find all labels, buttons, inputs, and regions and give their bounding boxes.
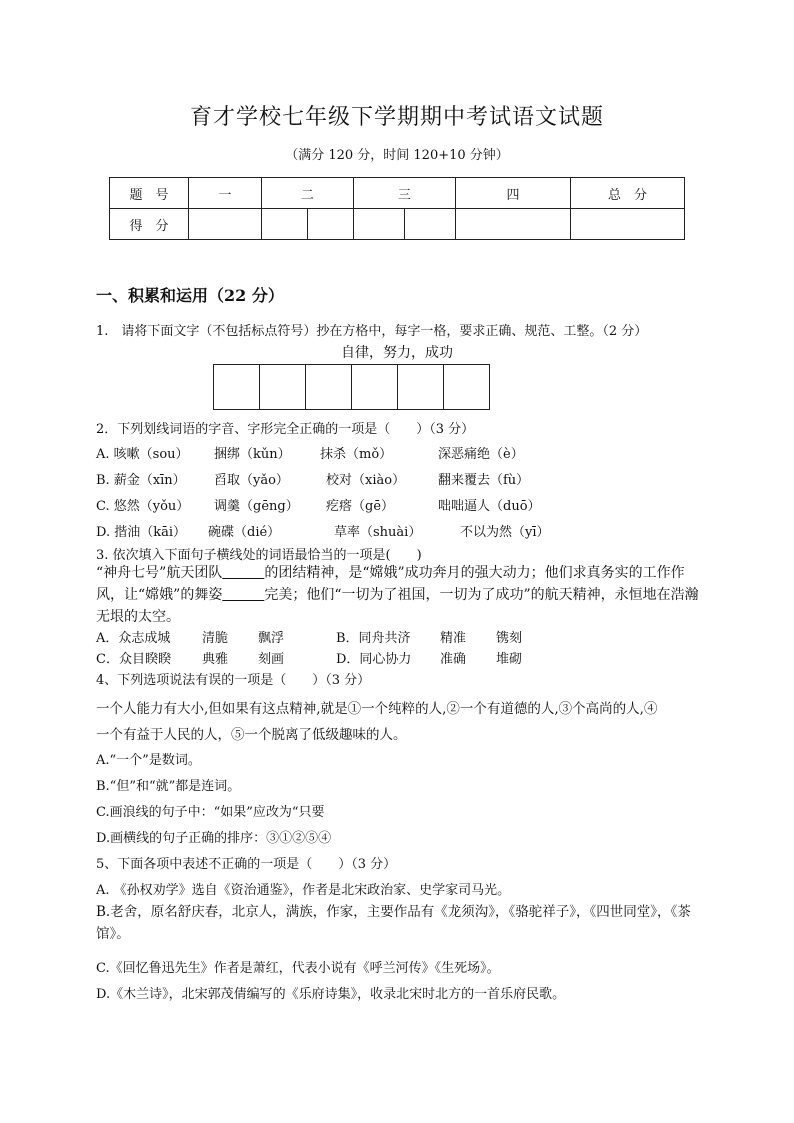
score-blank[interactable] [189,209,262,240]
q4-option-c: C.画浪线的句子中：“如果”应改为“只要 [96,805,325,820]
q3-opt-text: 准确 [440,652,467,667]
q3-stem: 3. 依次填入下面句子横线处的词语最恰当的一项是( ) [96,548,422,563]
score-blank[interactable] [262,209,308,240]
writing-grid [213,364,490,410]
score-cell-part2: 二 [262,178,354,209]
q5-stem: 5、下面各项中表述不正确的一项是（ ）（3 分） [96,857,397,872]
q2-opt-text: 深恶痛绝（è） [438,447,524,462]
q3-passage-part: 的团结精神，是“嫦娥”成功奔月的强大动力；他们求真务实的工作作风，让“嫦娥”的舞姿 [96,565,685,603]
q1-phrase: 自律，努力，成功 [341,345,453,361]
q1-stem: 1. 请将下面文字（不包括标点符号）抄在方格中，每字一格，要求正确、规范、工整。（2 分） [96,324,648,339]
q2-opt-text: A. 咳嗽（sou） [96,447,189,462]
q2-opt-text: D. 揩油（kāi） [96,525,187,540]
grid-cell[interactable] [306,365,352,410]
score-cell-part3: 三 [353,178,455,209]
score-blank[interactable] [404,209,455,240]
q5-option-b: B.老舍，原名舒庆春，北京人，满族，作家，主要作品有《龙须沟》，《骆驼祥子》，《四世同堂》，《茶馆》。 [96,904,691,942]
q2-option-d [96,521,550,540]
q2-option-b [96,469,529,488]
q2-opt-text: 草率（shuài） [334,525,422,540]
q2-opt-text: 疙瘩（gē） [326,499,395,514]
q3-opt-text: 镌刻 [496,631,523,646]
exam-title: 育才学校七年级下学期期中考试语文试题 [189,105,604,130]
q2-opt-text: 不以为然（yī） [460,525,550,540]
score-cell-part4: 四 [456,178,571,209]
q3-passage [96,562,700,628]
q2-opt-text: 碗碟（dié） [208,525,281,540]
q2-opt-text: 捆绑（kǔn） [214,447,291,462]
q2-opt-text: B. 薪金（xīn） [96,473,186,488]
q2-opt-text: 校对（xiào） [326,473,406,488]
grid-cell[interactable] [398,365,444,410]
q3-passage-part: 完美；他们“一切为了祖国，一切为了成功”的航天精神，永恒地在浩瀚无垠的太空。 [96,587,699,625]
score-blank[interactable] [353,209,404,240]
q3-opt-text: 清脆 [202,631,229,646]
q4-passage-line2: 一个有益于人民的人，⑤一个脱离了低级趣味的人。 [96,727,407,743]
q2-opt-text: 翻来覆去（fù） [438,473,530,488]
q2-opt-text: 舀取（yǎo） [214,473,289,488]
score-table [109,177,685,240]
score-cell-label: 题 号 [110,178,189,209]
q5-option-d: D.《木兰诗》，北宋郭茂倩编写的《乐府诗集》，收录北宋时北方的一首乐府民歌。 [96,987,566,1002]
score-cell-total: 总 分 [571,178,685,209]
q2-opt-text: 抹杀（mǒ） [320,447,393,462]
score-blank[interactable] [307,209,353,240]
score-blank[interactable] [456,209,571,240]
q5-option-c: C.《回忆鲁迅先生》作者是萧红，代表小说有《呼兰河传》《生死场》。 [96,961,500,976]
q3-opt-text: 刻画 [258,652,285,667]
q3-opt-text: A．众志成城 [96,631,171,646]
q3-opt-text: D．同心协力 [336,652,412,667]
q4-passage-line1: 一个人能力有大小,但如果有这点精神,就是①一个纯粹的人,②一个有道德的人,③个高尚的人,④ [96,701,658,717]
q2-opt-text: 咄咄逼人（duō） [438,499,541,514]
q2-option-c [96,495,541,514]
score-table-score-row [110,209,685,240]
grid-cell[interactable] [352,365,398,410]
q3-passage-part: “神舟七号”航天团队 [96,565,223,581]
q4-stem: 4、下列选项说法有误的一项是（ ）（3 分） [96,673,371,688]
q4-option-a: A.“一个”是数词。 [96,753,201,768]
grid-cell[interactable] [214,365,260,410]
q3-opt-text: 典雅 [202,652,229,667]
q3-blank[interactable] [222,565,264,581]
section-heading: 一、积累和运用（22 分） [96,286,284,305]
q3-opt-text: C．众目睽睽 [96,652,171,667]
q3-opt-text: 堆砌 [496,652,523,667]
grid-cell[interactable] [444,365,490,410]
q5-option-a: A. 《孙权劝学》选自《资治通鉴》，作者是北宋政治家、史学家司马光。 [96,883,511,898]
q3-blank[interactable] [222,587,264,603]
score-cell-part1: 一 [189,178,262,209]
exam-subtitle: （满分 120 分，时间 120+10 分钟） [285,148,509,163]
q2-stem: 2．下列划线词语的字音、字形完全正确的一项是（ ）（3 分） [96,422,475,437]
q3-opt-text: 飘浮 [258,631,285,646]
q3-opt-text: 精准 [440,631,467,646]
q2-opt-text: C. 悠然（yǒu） [96,499,190,514]
q2-option-a [96,443,524,462]
score-row-label: 得 分 [110,209,189,240]
grid-cell[interactable] [260,365,306,410]
q4-option-b: B.“但”和“就”都是连词。 [96,779,241,794]
q3-options-row1 [96,627,522,646]
score-table-header-row [110,178,685,209]
q3-opt-text: B．同舟共济 [336,631,411,646]
q4-option-d: D.画横线的句子正确的排序：③①②⑤④ [96,831,332,846]
score-blank[interactable] [571,209,685,240]
q2-opt-text: 调羹（gēng） [214,499,299,514]
q3-options-row2 [96,648,522,667]
